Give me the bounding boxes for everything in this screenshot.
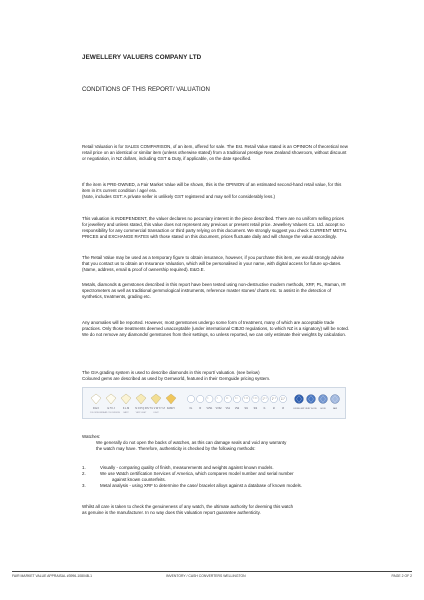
clarity-grade-label: VS2 <box>234 408 240 410</box>
list-number: 1. <box>82 465 86 470</box>
cut-grade-gem <box>319 395 328 404</box>
clarity-grade-circle <box>187 395 194 402</box>
authenticity-methods-list <box>82 465 350 488</box>
watches-intro-line-2: the watch may have. Therefore, authenticity is checked by the following methods: <box>96 445 256 451</box>
inclusion-dot <box>283 399 284 400</box>
watches-intro-line-1: We generally do not open the backs of watches, as this can damage seals and void any warranty <box>96 439 287 445</box>
color-grade-label: S T U V W X Y Z <box>147 407 165 410</box>
color-grade-diamond <box>166 394 176 404</box>
clarity-grade-circle <box>197 395 204 402</box>
gia-text: The GIA grading system is used to describe diamonds in this report/ valuation. (see below) <box>82 370 260 375</box>
clarity-grade-circle <box>270 395 277 402</box>
section-title: CONDITIONS OF THIS REPORT/ VALUATION <box>82 86 210 93</box>
footer-divider <box>12 571 412 572</box>
color-scale-group <box>90 394 176 414</box>
cut-grade-label: EXCELLENT <box>293 408 305 410</box>
color-grade-label: D E F <box>92 407 100 410</box>
color-grade-word: COLOURLESS <box>89 412 103 414</box>
preowned-note: (Note, includes GST: A private seller is unlikely GST registered and may sell for considerably less.) <box>82 193 276 199</box>
color-grade-label: N O P Q R <box>135 407 147 410</box>
cut-grade-gem <box>295 395 304 404</box>
inclusion-dot <box>266 398 267 399</box>
color-grade-label: G H I J <box>107 407 115 410</box>
cut-scale-group <box>293 395 339 410</box>
inclusion-dot <box>254 398 255 399</box>
clarity-grade-circle <box>224 395 231 402</box>
color-grade-word: VERY LIGHT <box>135 412 147 414</box>
clarity-grade-label: SI1 <box>244 408 248 410</box>
insurance-text: The Retail Value may be used as a temporary figure to obtain insurance, however, if you purchase this item, we would strongly advise that you contact us to obtain an Insurance Valuation, which will be personalised in your name, with digital access for future up-dates. (Name, address, email & proof of ownership required). E&O.E. <box>82 255 345 272</box>
inclusion-dot <box>237 398 238 399</box>
list-item <box>82 483 350 489</box>
watches-heading: Watches: <box>82 434 101 439</box>
inclusion-dot <box>263 398 264 399</box>
metals-paragraph <box>82 282 350 300</box>
insurance-paragraph <box>82 255 350 273</box>
list-text: We use Watch certification Services of America, which compares model number and serial number <box>100 470 294 476</box>
inclusion-dot <box>255 398 256 399</box>
color-grade-diamond <box>136 394 146 404</box>
cut-grade-gem <box>307 395 316 404</box>
list-item <box>82 471 350 483</box>
list-number: 3. <box>82 482 86 488</box>
clarity-grade-label: I2 <box>272 408 275 410</box>
inclusion-dot <box>244 398 245 399</box>
inclusion-dot <box>275 398 276 399</box>
independent-paragraph <box>82 216 350 239</box>
color-grade-word: NEAR COLOURLESS <box>102 412 120 414</box>
inclusion-dot <box>235 398 236 399</box>
inclusion-dot <box>264 398 265 399</box>
inclusion-dot <box>281 399 282 400</box>
removal-text: We do not remove any diamonds/ gemstones from their settings, so unless reported, we can only estimate their weights by calculation. <box>82 331 347 337</box>
footer-inventory: INVENTORY / CASH CONVERTERS WELLINGTON <box>166 574 246 578</box>
clarity-grade-label: I1 <box>263 408 266 410</box>
color-grade-diamond <box>121 394 131 404</box>
color-grade-word: LIGHT <box>153 412 159 414</box>
inclusion-dot <box>263 399 264 400</box>
retail-text: Retail Valuation is for SALES COMPARISON, of an item, offered for sale. The Est. Retail Value stated is an OPINION of theoretical new retail price on an identical or similar item (unless otherwise stated) from a traditional prestige New Zealand showroom, without discount or negotiation, in NZ dollars, including GST & Duty, if applicable, on the date specified. <box>82 144 348 161</box>
clarity-grade-circle <box>243 395 250 402</box>
clarity-grade-circle <box>233 395 240 402</box>
clarity-grade-circle <box>252 395 259 402</box>
inclusion-dot <box>273 398 274 399</box>
inclusion-dot <box>226 398 227 399</box>
inclusion-dot <box>227 398 228 399</box>
closing-line-2: as genuine is the manufacturer. In no way does this valuation report guarantee authenticity. <box>82 509 261 515</box>
closing-line-1: Whilst all care is taken to check the genuineness of any watch, the ultimate authority for deeming this watch <box>82 504 294 509</box>
retail-valuation-paragraph <box>82 144 350 162</box>
color-grade-word: FAINT <box>123 412 129 414</box>
list-text: Metal analysis - using XRF to determine the case/ bracelet alloys against a database of known models. <box>100 482 303 488</box>
inclusion-dot <box>217 398 218 399</box>
color-grade-label: K L M <box>122 407 130 410</box>
watches-section <box>82 434 350 452</box>
inclusion-dot <box>246 398 247 399</box>
clarity-grade-label: VS1 <box>225 408 230 410</box>
list-subtext: against known counterfeits. <box>112 476 166 482</box>
footer-page-number: PAGE 2 OF 2 <box>391 574 412 578</box>
metals-text: Metals, diamonds & gemstones described in this report have been tested using non-destructive modern methods, XRF, PL, Raman, IR spectrometers as well as traditional gemmological instruments, reference master stones/ charts etc. to assist in the detection of synthetics, treatments, grading etc. <box>82 282 346 299</box>
preowned-text: If the item is PRE-OWNED, a Fair Market Value will be shown, this is the OPINION of an estimated second-hand retail value, for this item in it's current condition / age/ era. <box>82 182 342 193</box>
color-grade-diamond <box>151 394 161 404</box>
clarity-scale-group <box>187 395 286 410</box>
clarity-grade-label: I3 <box>282 408 284 410</box>
grading-scale-graphic <box>83 388 345 418</box>
inclusion-dot <box>272 399 273 400</box>
footer-appraisal-id: FAIR MARKET VALUE APPRAISAL #3996-10804B-1 <box>12 574 93 578</box>
cut-grade-gem <box>331 395 340 404</box>
inclusion-dot <box>284 398 285 399</box>
gemworld-text: Coloured gems are described as used by Gemworld, featured in their Gemguide pricing system. <box>82 375 271 381</box>
watches-closing-paragraph <box>82 504 350 516</box>
gia-paragraph <box>82 370 350 382</box>
inclusion-dot <box>281 398 282 399</box>
color-grade-diamond <box>106 394 116 404</box>
color-grade-diamond <box>91 394 101 404</box>
company-name: JEWELLERY VALUERS COMPANY LTD <box>82 54 202 61</box>
preowned-paragraph <box>82 182 350 200</box>
clarity-grade-circle <box>279 395 286 402</box>
inclusion-dot <box>257 398 258 399</box>
cut-grade-label: FAIR <box>332 408 338 410</box>
independent-text: This valuation is INDEPENDENT, the valuer declares no pecuniary interest in the piece described. There are no uniform selling prices for jewellery and unless stated, this value does not represent any previous or present retail price. Jewellery Valuers Co. Ltd. accept no responsibility for any commercial transaction or third party relying on this document. We strongly suggest you check CURRENT METAL PRICES and EXCHANGE RATES with those stated on this document, prices fluctuate daily and will change the value accordingly. <box>82 216 347 239</box>
inclusion-dot <box>208 398 209 399</box>
inclusion-dot <box>247 398 248 399</box>
clarity-grade-label: SI2 <box>253 408 258 410</box>
clarity-grade-label: FL <box>189 408 193 410</box>
inclusion-dot <box>272 398 273 399</box>
diamond-grading-scale <box>82 387 346 419</box>
anomalies-text: Any anomalies will be reported. However, most gemstones undergo some form of treatment, many of which are acceptable trade practices. Only those treatments deemed unacceptable (under international CIBJO regulations, to which NZ is a signatory) will be noted. <box>82 320 350 331</box>
color-grade-label: FANCY <box>167 407 175 410</box>
clarity-grade-label: IF <box>199 408 202 410</box>
list-number: 2. <box>82 470 86 476</box>
cut-grade-label: VERY GOOD <box>305 408 317 410</box>
clarity-grade-label: VVS1 <box>206 408 213 410</box>
list-text: Visually - comparing quality of finish, measurements and weights against known models. <box>100 465 274 470</box>
clarity-grade-label: VVS2 <box>215 408 222 410</box>
clarity-grade-circle <box>206 395 213 402</box>
cut-grade-label: GOOD <box>320 408 326 410</box>
clarity-grade-circle <box>215 395 222 402</box>
anomalies-paragraph <box>82 320 350 338</box>
clarity-grade-circle <box>261 395 268 402</box>
inclusion-dot <box>283 398 284 399</box>
